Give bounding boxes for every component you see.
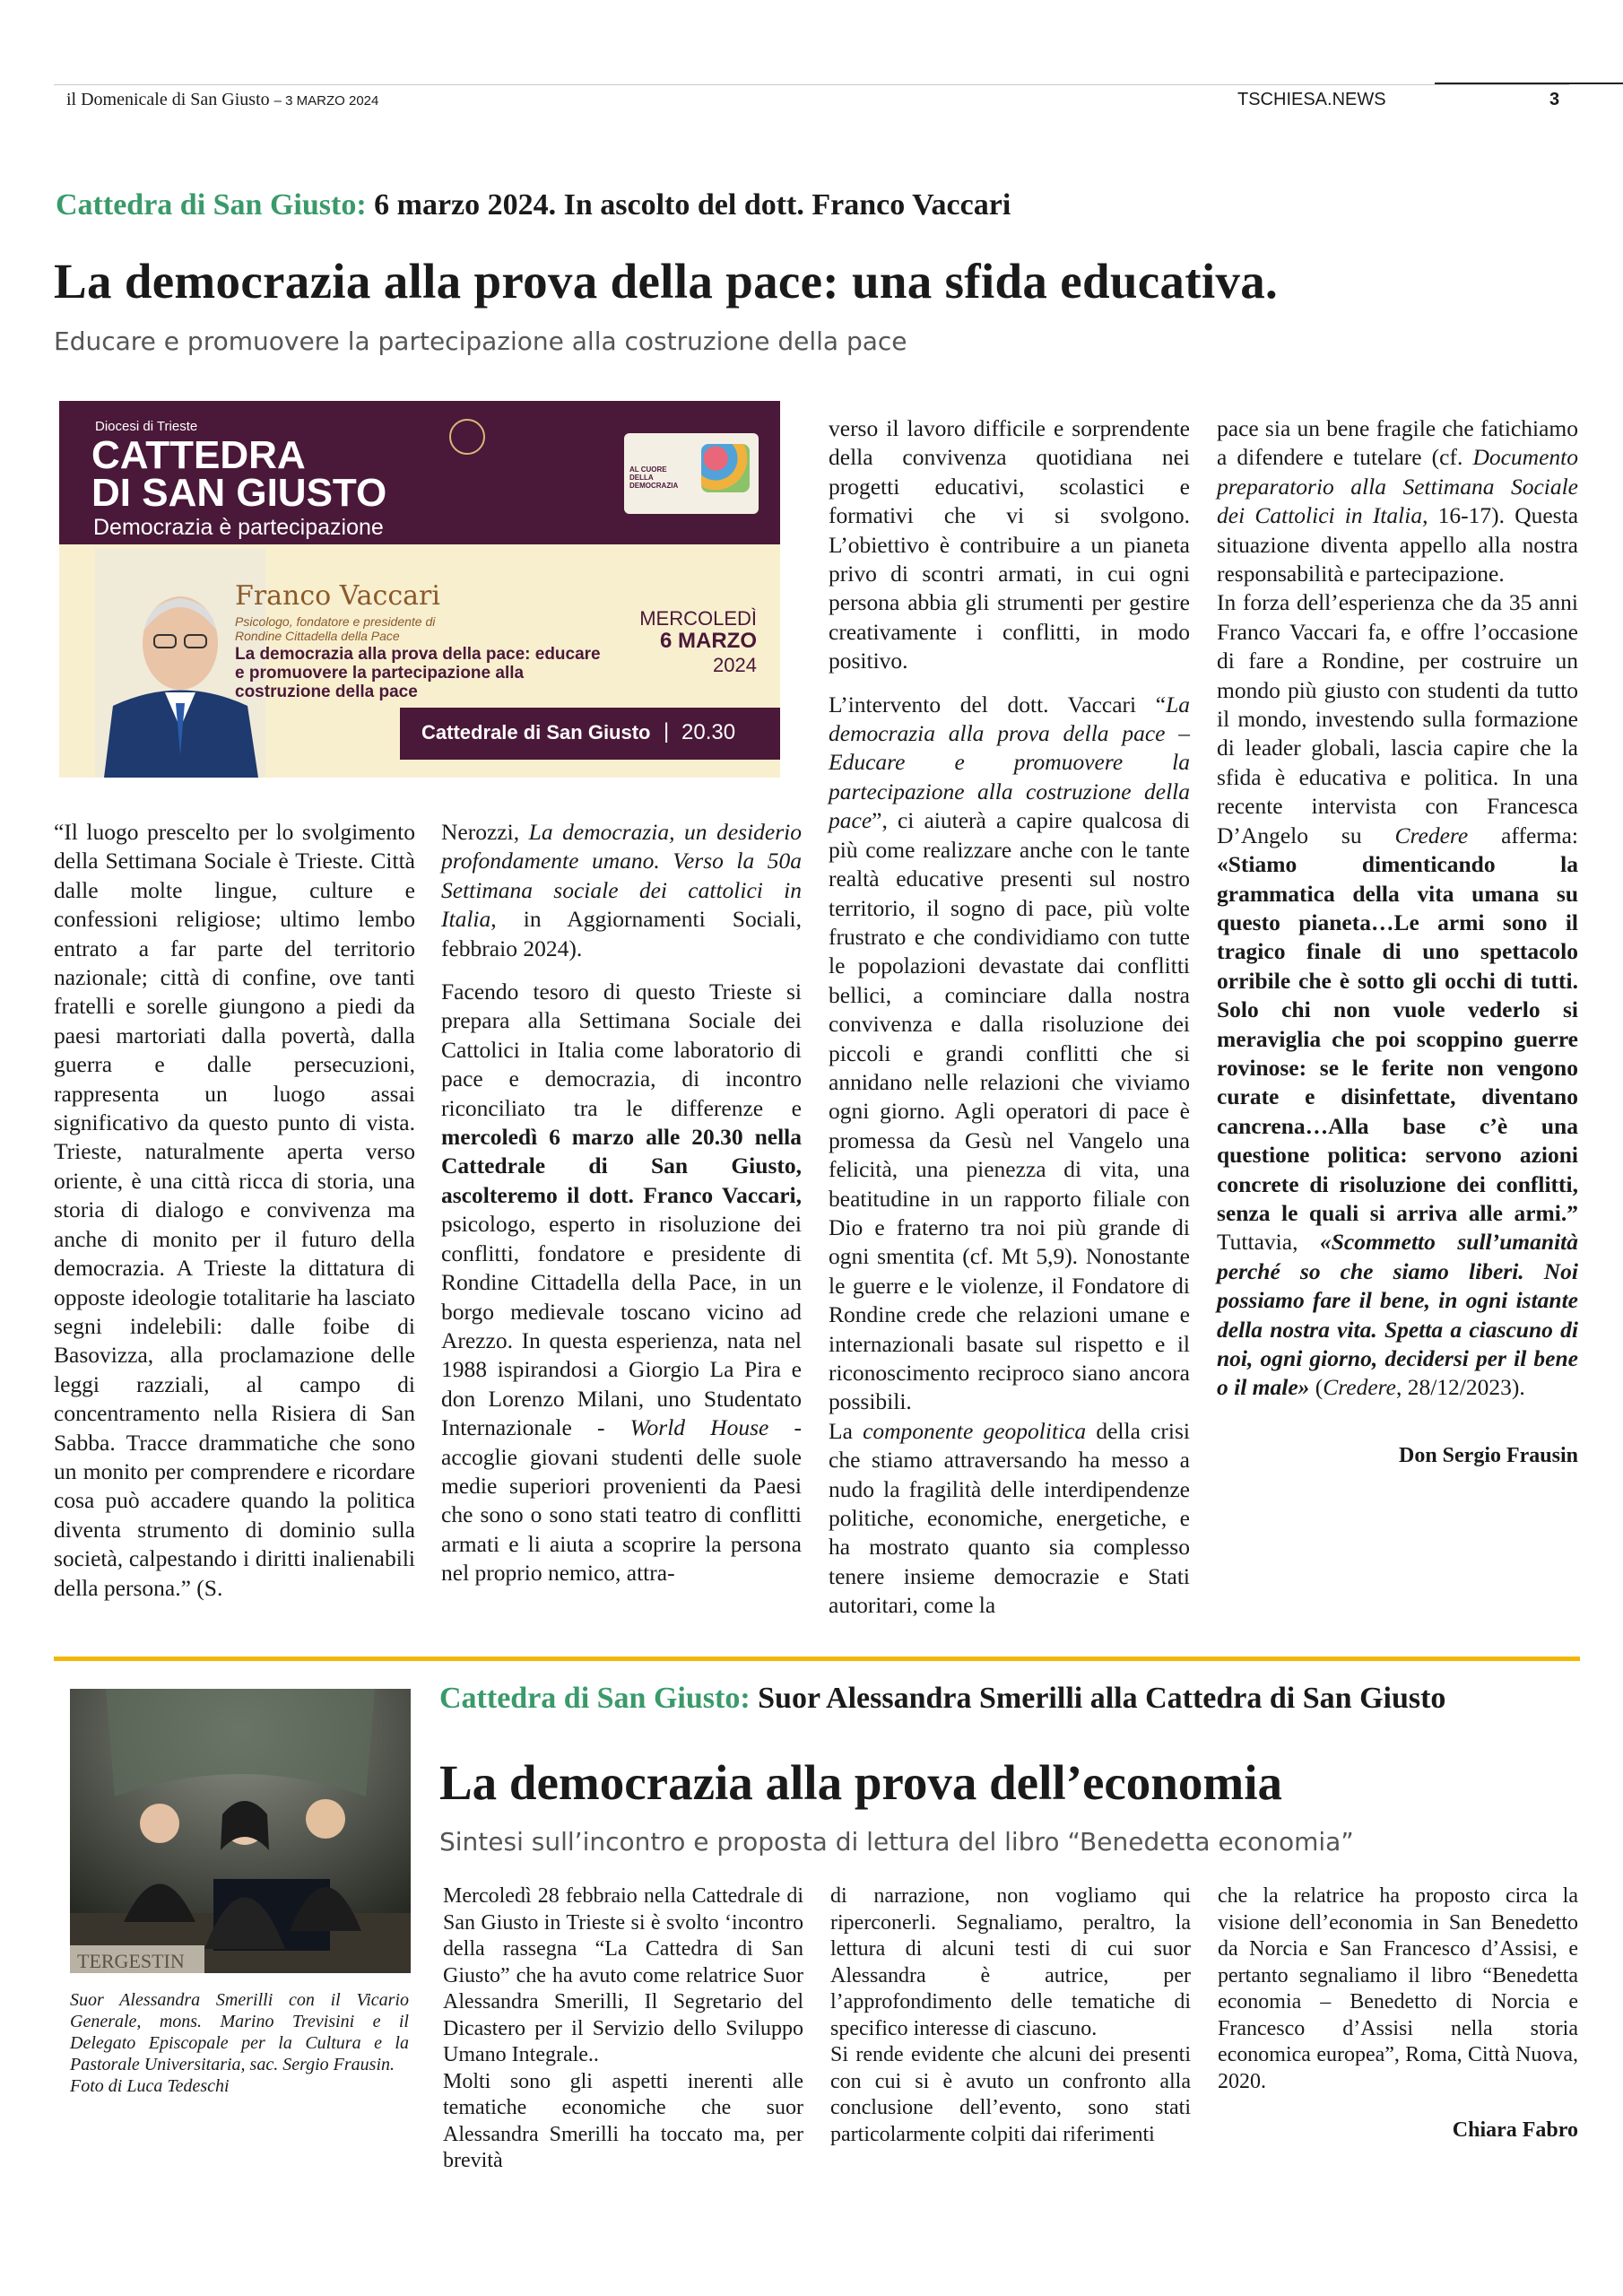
article1-column-1	[54, 818, 415, 1603]
event-poster	[59, 401, 780, 778]
issue-date: – 3 MARZO 2024	[273, 93, 379, 109]
photo-caption	[70, 1989, 409, 2097]
text-run: pace sia un bene fragile che fatichiamo a difendere e tutelare (cf.	[1217, 415, 1578, 471]
text-run: ”, ci aiuterà a capire qualcosa di più come realizzare anche con le tante realtà educative presenti sul nostro territorio, il sogno di pace, più volte frustrato e che condividiamo con tutte le popolazioni devastate dai conflitti bellici, a cominciare dalla nostra convivenza e dalla risoluzione dei piccoli e grandi conflitti che si annidano nelle relazioni che viviamo ogni giorno. Agli operatori di pace è promessa da Gesù nel Vangelo una felicità, una pienezza di vita, una beatitudine in un rapporto filiale con Dio e fraterno tra noi più grande di ogni smentita (cf. Mt 5,9). Nonostante le guerre e le violenze, il Fondatore di Rondine crede che relazioni umane e internazionali basate sul rispetto e il riconoscimento reciproco siano ancora possibili.	[829, 807, 1190, 1415]
article1-paragraph	[829, 1417, 1190, 1621]
article1-title: La democrazia alla prova della pace: una sfida educativa.	[54, 254, 1279, 309]
italic-run: Credere	[1394, 822, 1469, 848]
text-run: psicologo, esperto in risoluzione dei conflitti, fondatore e presidente di Rondine Cittadella della Pace, in un borgo medievale toscano vicino ad Arezzo. In questa esperienza, nata nel 1988 ispirandosi a Giorgio La Pira e don Lorenzo Milani, uno Studentato Internazionale -	[441, 1211, 802, 1441]
badge-text: AL CUORE DELLA DEMOCRAZIA	[629, 465, 679, 490]
running-header	[54, 84, 1569, 120]
heart-mosaic-icon	[701, 444, 750, 492]
kicker-label: Cattedra di San Giusto:	[439, 1682, 751, 1715]
poster-time: 20.30	[681, 720, 736, 744]
photo-plaque: TERGESTIN	[77, 1950, 185, 1972]
article2-column-2	[830, 1883, 1191, 2148]
article1-paragraph: verso il lavoro difficile e sorprendente della convivenza quotidiana nei progetti educativi, scolastici e formativi che vi si svolgono. L’obiettivo è contribuire a un pianeta privo di scontri armati, in cui ogni persona abbia gli strumenti per gestire creativamente i conflitti, in modo positivo.	[829, 415, 1190, 674]
article1-paragraph	[1217, 588, 1578, 1402]
article1-paragraph	[441, 818, 802, 963]
text-run: , in Aggiornamenti Sociali, febbraio 2024).	[441, 906, 802, 961]
text-run: Tuttavia,	[1217, 1229, 1320, 1256]
article2-kicker	[439, 1682, 1445, 1716]
citation-title: La democrazia, un desiderio profondamente umano. Verso la 50a Settimana sociale dei cattolici in Italia	[441, 819, 802, 933]
crest-icon	[449, 419, 485, 455]
text-run: Facendo tesoro di questo Trieste si prepara alla Settimana Sociale dei Cattolici in Italia come laboratorio di pace e democrazia, di incontro riconciliato tra le differenze e	[441, 978, 802, 1121]
article2-paragraph: di narrazione, non vogliamo qui riperconerli. Segnaliamo, peraltro, la lettura di alcuni testi di cui suor Alessandra è autrice, per l’approfondimento delle tematiche di specifico interesse di ciascuno.	[830, 1884, 1191, 2040]
article1-column-4	[1217, 414, 1578, 1468]
poster-day: MERCOLEDÌ	[639, 607, 757, 630]
article1-paragraph	[1217, 414, 1578, 588]
publication-name	[66, 90, 378, 110]
poster-diocese: Diocesi di Trieste	[95, 419, 198, 434]
text-run: - accoglie giovani studenti delle suole medie superiori provenienti da Paesi che sono o sono stati teatro di conflitti armati e li aiuta a scoprire la persona nel proprio nemico, attra-	[441, 1414, 802, 1587]
italic-run: Credere	[1323, 1374, 1396, 1401]
article2-title: La democrazia alla prova dell’economia	[439, 1755, 1282, 1810]
poster-talk-title: La democrazia alla prova della pace: educare e promuovere la partecipazione alla costruzione della pace	[235, 645, 601, 701]
site-name: TSCHIESA.NEWS	[1237, 90, 1386, 109]
article2-paragraph: Mercoledì 28 febbraio nella Cattedrale di San Giusto in Trieste si è svolto ‘incontro della rassegna “La Cattedra di San Giusto” che ha avuto come relatrice Suor Alessandra Smerilli, Il Segretario del Dicastero per il Servizio dello Sviluppo Umano Integrale..	[443, 1884, 803, 2066]
article2-subtitle: Sintesi sull’incontro e proposta di lettura del libro “Benedetta economia”	[439, 1827, 1354, 1857]
poster-line2: DI SAN GIUSTO	[91, 471, 387, 515]
article1-column-2	[441, 818, 802, 1588]
article2-column-3	[1218, 1883, 1578, 2143]
poster-speaker-role: Psicologo, fondatore e presidente di Rondine Cittadella della Pace	[235, 614, 436, 643]
poster-date: 6 MARZO	[660, 629, 757, 653]
poster-venue-band	[400, 708, 780, 760]
text-run: L’intervento del dott. Vaccari “	[829, 691, 1167, 718]
poster-venue: Cattedrale di San Giusto	[421, 721, 651, 744]
article1-paragraph: “Il luogo prescelto per lo svolgimento della Settimana Sociale è Trieste. Città dalle molte lingue, culture e confessioni religiose; ultimo lembo entrato a far parte del territorio nazionale; città di confine, ove tanti fratelli e sorelle giungono a piedi da paesi martoriati dalla povertà, dalla guerra e dalle persecuzioni, rappresenta un luogo assai significativo da questo punto di vista. Trieste, naturalmente aperta verso oriente, è una città ricca di storia, una storia di dialogo e convivenza ma anche di monito per il futuro della democrazia. A Trieste la dittatura di opposte ideologie totalitarie ha lasciato segni indelebili: dalle foibe di Basovizza, alla proclamazione delle leggi razziali, al campo di concentramento nella Risiera di San Sabba. Tracce drammatiche che sono un monito per comprendere e ricordare cosa può accadere quando la politica diventa strumento di dominio sulla società, calpestando i diritti inalienabili della persona.” (S.	[54, 819, 415, 1601]
citation-title: Documento preparatorio alla Settimana Sociale dei Cattolici in Italia	[1217, 444, 1578, 529]
poster-year: 2024	[713, 654, 757, 676]
poster-separator: |	[664, 719, 670, 744]
event-photo	[70, 1689, 411, 1973]
text-run: Nerozzi,	[441, 819, 529, 845]
photo-credit: Foto di Luca Tedeschi	[70, 2076, 230, 2096]
poster-speaker: Franco Vaccari	[235, 580, 440, 612]
article1-kicker	[56, 188, 1011, 222]
header-top-rule	[54, 84, 1569, 85]
kicker-label: Cattedra di San Giusto:	[56, 188, 367, 222]
publication-title: il Domenicale di San Giusto	[66, 90, 270, 109]
talk-title-italic: La democrazia alla prova della pace – Educare e promuovere la partecipazione alla costruzione della pace	[829, 691, 1190, 834]
article2-author: Chiara Fabro	[1452, 2118, 1578, 2142]
italic-run: World House	[629, 1414, 769, 1441]
event-highlight: mercoledì 6 marzo alle 20.30 nella Cattedrale di San Giusto, ascolteremo il dott. Franco Vaccari,	[441, 1124, 802, 1208]
article2-column-1	[443, 1883, 803, 2175]
article1-column-3	[829, 414, 1190, 1621]
caption-text: Suor Alessandra Smerilli con il Vicario Generale, mons. Marino Trevisini e il Delegato Episcopale per la Cultura e la Pastorale Universitaria, sac. Sergio Frausin.	[70, 1990, 409, 2074]
poster-badge	[624, 433, 759, 514]
page-number: 3	[1549, 90, 1560, 109]
kicker-text: 6 marzo 2024. In ascolto del dott. Franco Vaccari	[374, 188, 1011, 222]
article1-subtitle: Educare e promuovere la partecipazione alla costruzione della pace	[54, 326, 907, 356]
article1-author: Don Sergio Frausin	[1398, 1443, 1578, 1467]
article1-paragraph	[829, 691, 1190, 1417]
bold-quote: «Stiamo dimenticando la grammatica della vita umana su questo pianeta…Le armi sono il tragico finale di uno spettacolo orribile che è sotto gli occhi di tutti. Solo chi non vuole vederlo si meraviglia che poi scoppino guerre rovinose: se le ferite non vengono curate e disinfettate, diventano cancrena…Alla base c’è una questione politica: servono azioni concrete di risoluzione dei conflitti, senza le quali si arriva alle armi.”	[1217, 851, 1578, 1226]
article2-paragraph: che la relatrice ha proposto circa la visione dell’economia in San Benedetto da Norcia e San Francesco d’Assisi, e pertanto segnaliamo il libro “Benedetta economia – Benedetto di Norcia e Francesco d’Assisi nella storia economica europea”, Roma, Città Nuova, 2020.	[1218, 1884, 1578, 2093]
text-run: La	[829, 1417, 864, 1444]
article2-paragraph: Molti sono gli aspetti inerenti alle tematiche economiche che suor Alessandra Smerilli ha toccato ma, per brevità	[443, 2069, 803, 2172]
kicker-text: Suor Alessandra Smerilli alla Cattedra di San Giusto	[758, 1682, 1446, 1715]
header-thick-rule	[1435, 83, 1623, 84]
article2-paragraph: Si rende evidente che alcuni dei presenti con cui si è avuto un confronto alla conclusione dell’evento, sono stati particolarmente colpiti dai riferimenti	[830, 2043, 1191, 2146]
text-run: , 28/12/2023).	[1395, 1374, 1525, 1401]
text-run: afferma:	[1468, 822, 1579, 848]
italic-run: componente geopolitica	[863, 1417, 1087, 1444]
text-run: In forza dell’esperienza che da 35 anni Franco Vaccari fa, e offre l’occasione di fare a Rondine, per costruire un mondo più giusto con studenti da tutto il mondo, investendo sulla formazione di leader globali, lascia capire che la sfida è educativa e politica. In una recente intervista con Francesca D’Angelo su	[1217, 589, 1578, 848]
text-run: , 16-17). Questa situazione diventa appello alla nostra responsabilità e partecipazione.	[1217, 502, 1579, 587]
poster-line1: CATTEDRA	[91, 433, 306, 477]
text-run: (	[1309, 1374, 1324, 1401]
text-run: della crisi che stiamo attraversando ha messo a nudo la fragilità delle interdipendenze politiche, economiche, energetiche, e ha mostrato quanto sia complesso tenere insieme democrazie e Stati autoritari, come la	[829, 1417, 1190, 1619]
article1-paragraph	[441, 978, 802, 1588]
bold-italic-quote: «Scommetto sull’umanità perché so che siamo liberi. Noi possiamo fare il bene, in ogni istante della nostra vita. Spetta a ciascuno di noi, ogni giorno, decidersi per il bene o il male»	[1217, 1229, 1578, 1401]
poster-tagline: Democrazia è partecipazione	[93, 515, 384, 540]
section-divider	[54, 1657, 1580, 1661]
